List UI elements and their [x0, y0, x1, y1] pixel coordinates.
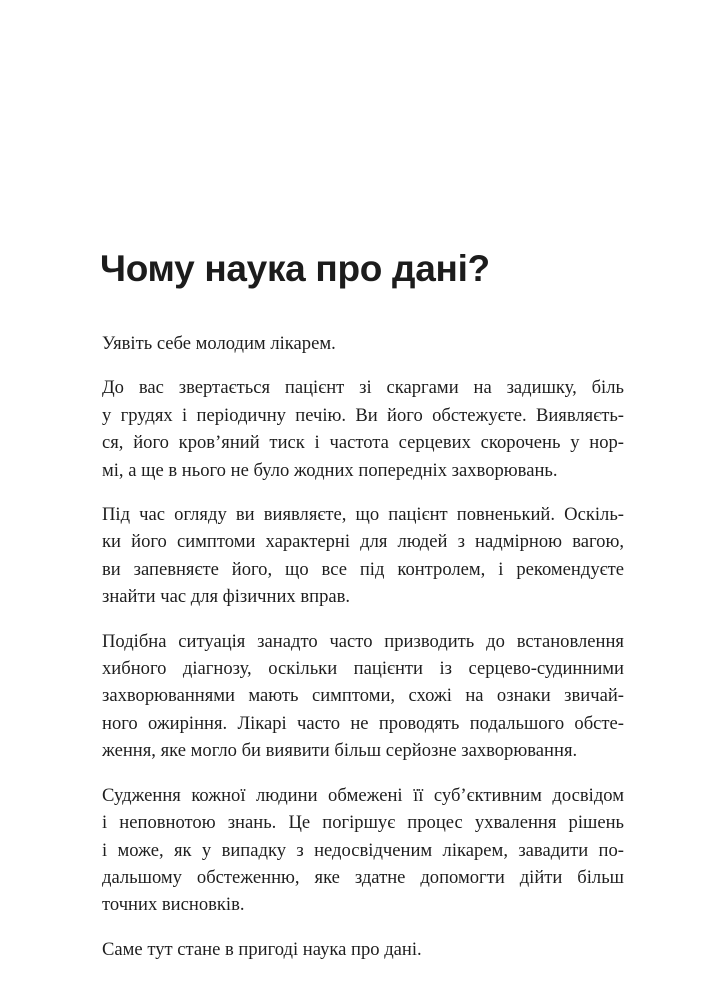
text-line: точних висновків. — [102, 894, 245, 916]
paragraph — [102, 501, 624, 611]
text-line: мі, а ще в нього не було жодних попередніх захворювань. — [102, 459, 558, 481]
text-line: у грудях і періодичну печію. Ви його обстежуєте. Виявляєть- — [102, 404, 624, 426]
text-line: Судження кожної людини обмежені її суб’єктивним досвідом — [102, 784, 624, 806]
text-line: захворюваннями мають симптоми, схожі на ознаки звичай- — [102, 685, 624, 707]
text-line: ження, яке могло би виявити більш серйозне захворювання. — [102, 740, 578, 762]
text-line: До вас звертається пацієнт зі скаргами на задишку, біль — [102, 377, 624, 399]
text-line: ки його симптоми характерні для людей з надмірною вагою, — [102, 531, 624, 553]
text-line: ся, його кров’яний тиск і частота серцевих скорочень у нор- — [102, 432, 624, 454]
paragraph — [102, 330, 624, 357]
text-line: Під час огляду ви виявляєте, що пацієнт повненький. Оскіль- — [102, 504, 624, 526]
paragraph — [102, 374, 624, 484]
text-line: ви запевняєте його, що все під контролем, і рекомендуєте — [102, 558, 624, 580]
text-line: і може, як у випадку з недосвідченим лікарем, завадити по- — [102, 839, 624, 861]
text-line: і неповнотою знань. Це погіршує процес ухвалення рішень — [102, 812, 624, 834]
text-line: дальшому обстеженню, яке здатне допомогти дійти більш — [102, 866, 624, 888]
body-text — [102, 330, 624, 980]
text-line: ного ожиріння. Лікарі часто не проводять подальшого обсте- — [102, 712, 624, 734]
paragraph — [102, 628, 624, 765]
text-line: хибного діагнозу, оскільки пацієнти із серцево-судинними — [102, 658, 624, 680]
paragraph — [102, 782, 624, 919]
text-line: Саме тут стане в пригоді наука про дані. — [102, 938, 422, 960]
paragraph — [102, 936, 624, 963]
chapter-title: Чому наука про дані? — [100, 248, 490, 289]
text-line: Уявіть себе молодим лікарем. — [102, 333, 336, 354]
text-line: Подібна ситуація занадто часто призводить до встановлення — [102, 630, 624, 652]
text-line: знайти час для фізичних вправ. — [102, 586, 351, 608]
